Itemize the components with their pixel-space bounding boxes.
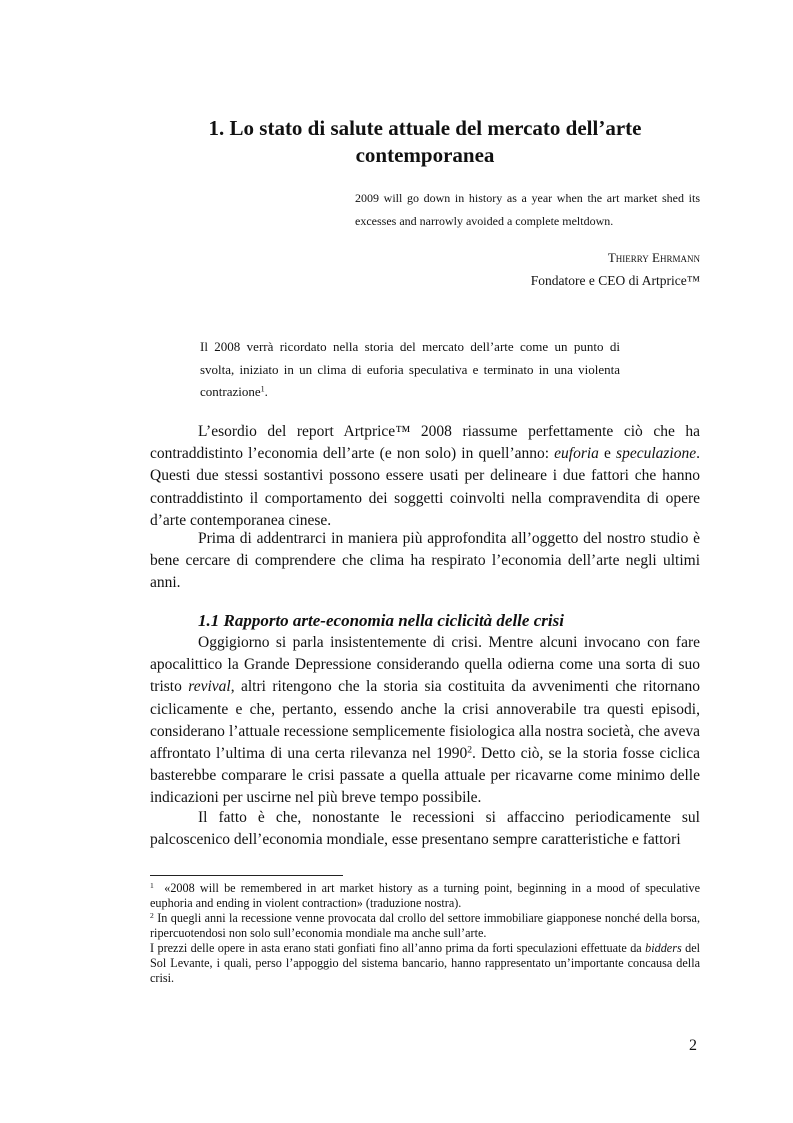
footnote-1 (150, 881, 700, 911)
footnote-1-number: 1 (150, 880, 154, 890)
emphasis-bidders: bidders (645, 941, 682, 955)
footnote-2 (150, 911, 700, 941)
footnote-2b-text-a: I prezzi delle opere in asta erano stati gonfiati fino all’anno prima da forti speculazioni effettuate da (150, 941, 646, 955)
epigraph-author: Thierry Ehrmann (607, 250, 700, 265)
epigraph-author-role: Fondatore e CEO di Artprice™ (530, 273, 700, 288)
block-quote-end: . (264, 384, 268, 399)
chapter-title-line-1: 1. Lo stato di salute attuale del mercato dell’arte (208, 116, 642, 140)
footnote-2-text: In quegli anni la recessione venne provocata dal crollo del settore immobiliare giapponese nonché della borsa, ripercuotendosi non solo sull’economia mondiale ma anche sull’arte. (150, 911, 700, 940)
epigraph-quote: 2009 will go down in history as a year when the art market shed its excesses and narrowly avoided a complete meltdown. (355, 191, 700, 228)
paragraph-1-text-c: . Questi due stessi sostantivi possono essere usati per delineare i due fattori che hanno contraddistinto il comportamento dei soggetti coinvolti nella compravendita di opere d’arte contemporanea cinese. (150, 445, 700, 529)
paragraph-4 (150, 807, 700, 851)
footnote-2-number: 2 (150, 910, 154, 920)
paragraph-3-text-a: Oggigiorno si parla insistentemente di crisi. Mentre alcuni invocano con fare apocalittico la Grande Depressione considerando quella odierna come una sorta di suo tristo (150, 634, 700, 696)
emphasis-revival: revival (188, 678, 231, 696)
emphasis-speculazione: speculazione (616, 445, 697, 463)
paragraph-2 (150, 528, 700, 595)
footnote-2-continued (150, 941, 700, 986)
paragraph-3 (150, 632, 700, 810)
emphasis-euforia: euforia (554, 445, 599, 463)
paragraph-1 (150, 421, 700, 532)
paragraph-3-text-c: . Detto ciò, se la storia fosse ciclica basterebbe comparare le crisi passate a quella attuale per ricavarne come minimo delle indicazioni per uscirne nel più breve tempo possibile. (150, 745, 700, 807)
footnote-separator (150, 875, 343, 876)
paragraph-1-text-a: L’esordio del report Artprice™ 2008 riassume perfettamente ciò che ha contraddistinto l’economia dell’arte (e non solo) in quell’anno: (150, 423, 700, 463)
footnotes (150, 881, 700, 986)
page-number: 2 (689, 1037, 697, 1054)
chapter-title-line-2: contemporanea (355, 143, 495, 167)
section-heading: 1.1 Rapporto arte-economia nella ciclicità delle crisi (198, 611, 564, 630)
paragraph-4-text: Il fatto è che, nonostante le recessioni si affaccino periodicamente sul palcoscenico dell’economia mondiale, esse presentano sempre caratteristiche e fattori (150, 809, 700, 849)
paragraph-1-text-b: e (598, 445, 617, 463)
paragraph-2-text: Prima di addentrarci in maniera più approfondita all’oggetto del nostro studio è bene cercare di comprendere che clima ha respirato l’economia dell’arte negli ultimi anni. (150, 530, 700, 592)
block-quote (200, 336, 620, 404)
chapter-title (150, 115, 700, 169)
footnote-1-text: «2008 will be remembered in art market history as a turning point, beginning in a mood of speculative euphoria and ending in violent contraction» (traduzione nostra). (150, 881, 701, 910)
block-quote-text: Il 2008 verrà ricordato nella storia del mercato dell’arte come un punto di svolta, iniziato in un clima di euforia speculativa e terminato in una violenta contrazione (200, 339, 620, 399)
footnote-ref-1[interactable]: 1 (260, 384, 265, 394)
footnote-ref-2[interactable]: 2 (467, 744, 473, 756)
footnote-2b-text-b: del Sol Levante, i quali, perso l’appoggio del sistema bancario, hanno rappresentato un’importante concausa della crisi. (150, 941, 700, 985)
paragraph-3-text-b: , altri ritengono che la storia sia costituita da avvenimenti che ritornano ciclicamente e che, pertanto, essendo anche la crisi annoverabile tra questi episodi, considerano l’attuale recessione semplicemente fisiologica alla nostra società, che aveva affrontato l’ultima di una certa rilevanza nel 1990 (150, 678, 700, 763)
